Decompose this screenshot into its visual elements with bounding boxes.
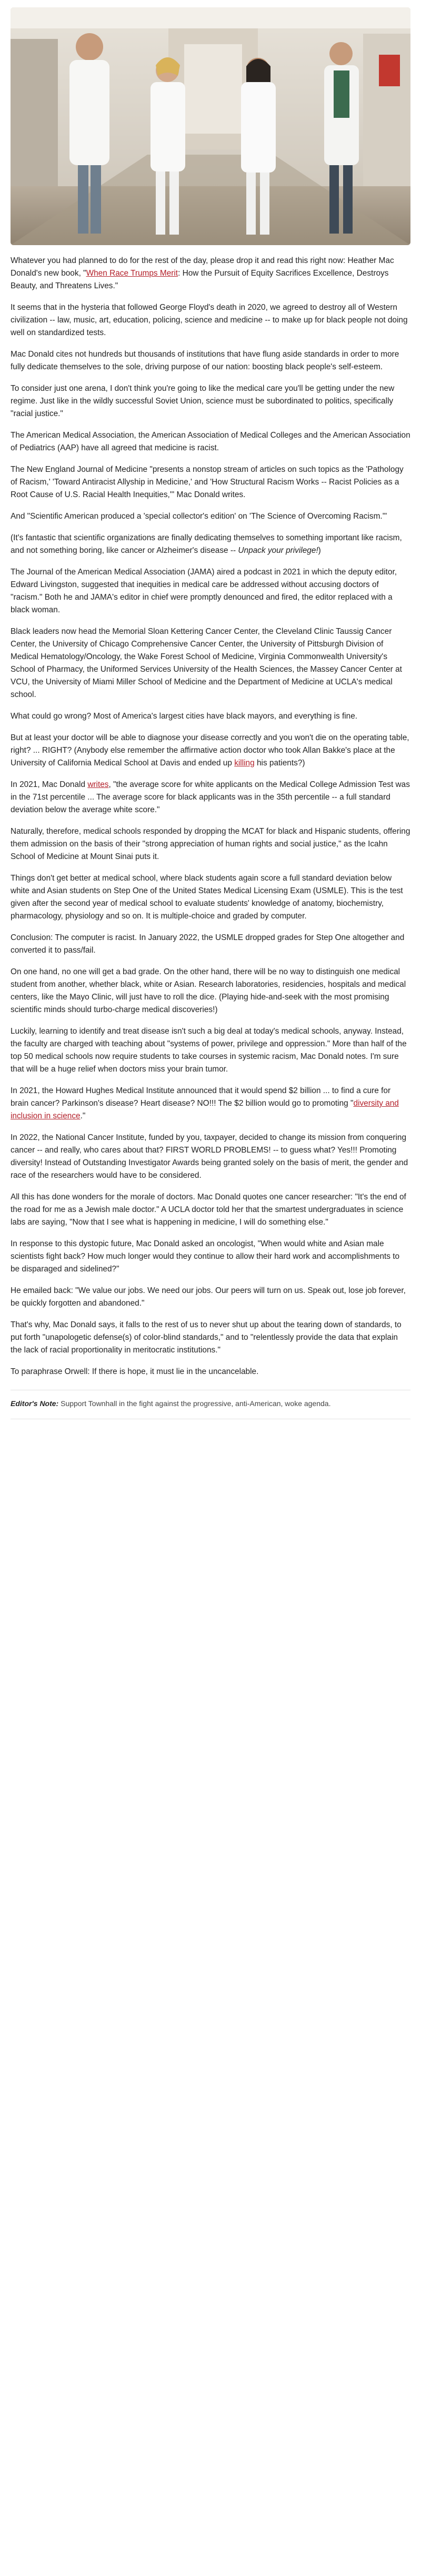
paragraph-text: Whatever you had planned to do for the rest of the day, please drop it and read this right now: Heather Mac Donald's new book, "	[11, 256, 394, 278]
article-paragraph	[11, 1319, 410, 1357]
hero-photo	[11, 7, 410, 245]
editors-note-text: Support Townhall in the fight against the progressive, anti-American, woke agenda.	[58, 1399, 331, 1408]
paragraph-text: In 2021, Mac Donald	[11, 780, 88, 789]
article	[11, 0, 410, 1419]
paragraph-text: Naturally, therefore, medical schools responded by dropping the MCAT for black and Hispanic students, offering them admission on the basis of their "strong appreciation of human rights and social justice," as the Icahn School of Medicine at Mount Sinai puts it.	[11, 827, 410, 861]
paragraph-text: In 2021, the Howard Hughes Medical Institute announced that it would spend $2 billion ... to find a cure for brain cancer? Parkinson's disease? Heart disease? NO!!! The $2 billion would go to promoting "	[11, 1086, 391, 1108]
paragraph-text: What could go wrong? Most of America's largest cities have black mayors, and everything is fine.	[11, 712, 358, 721]
article-paragraph	[11, 510, 410, 523]
paragraph-text: )	[318, 546, 321, 555]
article-paragraph	[11, 566, 410, 617]
article-paragraph	[11, 1191, 410, 1229]
article-paragraph	[11, 1366, 410, 1378]
paragraph-text: And "Scientific American produced a 'special collector's edition' on 'The Science of Overcoming Racism.'"	[11, 512, 387, 521]
article-paragraph	[11, 429, 410, 454]
editors-note	[11, 1390, 410, 1419]
emphasis-text: Unpack your privilege!	[238, 546, 318, 555]
paragraph-text: ."	[80, 1112, 86, 1120]
article-paragraph	[11, 1085, 410, 1123]
paragraph-text: In response to this dystopic future, Mac Donald asked an oncologist, "When would white and Asian male scientists fight back? How much longer would they continue to allow their hard work and accomplishments to be disparaged and sidelined?"	[11, 1239, 400, 1274]
paragraph-text: That's why, Mac Donald says, it falls to the rest of us to never shut up about the tearing down of standards, to put forth "unapologetic defense(s) of color-blind standards," and to "relentlessly provide the data that explain the lack of racial proportionality in meritocratic institutions."	[11, 1320, 402, 1355]
editors-note-label: Editor's Note:	[11, 1399, 59, 1408]
paragraph-text: On one hand, no one will get a bad grade. On the other hand, there will be no way to distinguish one medical student from another, whether black, white or Asian. Research laboratories, residencies, hospitals and medical centers, like the Mayo Clinic, will just have to roll the dice. (Playing hide-and-seek with the most promising scientific minds should turbo-charge medical discoveries!)	[11, 967, 406, 1014]
paragraph-text: But at least your doctor will be able to diagnose your disease correctly and you won't die on the operating table, right? ... RIGHT? (Anybody else remember the affirmative action doctor who took Allan Bakke's place at the University of California Medical School at Davis and ended up	[11, 733, 409, 767]
inline-link[interactable]: When Race Trumps Merit	[86, 269, 178, 278]
article-paragraph	[11, 872, 410, 923]
paragraph-text: Things don't get better at medical school, where black students again score a full standard deviation below white and Asian students on Step One of the United States Medical Licensing Exam (USMLE). This is the test given after the second year of medical school to evaluate students' knowledge of anatomy, biochemistry, pharmacology, physiology and so on. It is multiple-choice and graded by computer.	[11, 874, 403, 921]
paragraph-text: In 2022, the National Cancer Institute, funded by you, taxpayer, decided to change its mission from conquering cancer -- and really, who cares about that? FIRST WORLD PROBLEMS! -- to guess what? Yes!!! Promoting diversity! Instead of Outstanding Investigator Awards being granted solely on the basis of merit, the gender and race of the researchers would have to be considered.	[11, 1133, 408, 1180]
paragraph-text: Black leaders now head the Memorial Sloan Kettering Cancer Center, the Cleveland Clinic Taussig Cancer Center, the University of Chicago Comprehensive Cancer Center, the University of Pittsburgh Division of Medical Hematology/Oncology, the Wake Forest School of Medicine, Virginia Commonwealth University's School of Pharmacy, the Uniformed Services University of the Health Sciences, the Massey Cancer Center at VCU, the University of Miami Miller School of Medicine and the Department of Medicine at UCLA's medical school.	[11, 627, 402, 699]
article-paragraph	[11, 625, 410, 701]
paragraph-text: Luckily, learning to identify and treat disease isn't such a big deal at today's medical schools, anyway. Instead, the faculty are charged with teaching about "systems of power, privilege and oppression." More than half of the top 50 medical schools now require students to take courses in systemic racism, Mac Donald notes. I'm sure that will be a huge relief when doctors miss your brain tumor.	[11, 1027, 407, 1074]
article-body	[11, 255, 410, 1378]
paragraph-text: Mac Donald cites not hundreds but thousands of institutions that have flung aside standards in order to more fully dedicate themselves to the sole, driving purpose of our nation: boosting black people's self-esteem.	[11, 350, 399, 371]
inline-link[interactable]: diversity and inclusion in science	[11, 1099, 399, 1120]
paragraph-text: He emailed back: "We value our jobs. We need our jobs. Our peers will turn on us. Speak out, lose job forever, be quickly forgotten and abandoned."	[11, 1286, 406, 1308]
paragraph-text: : How the Pursuit of Equity Sacrifices Excellence, Destroys Beauty, and Threatens Lives."	[11, 269, 389, 290]
article-paragraph	[11, 348, 410, 373]
article-paragraph	[11, 966, 410, 1016]
article-paragraph	[11, 732, 410, 770]
paragraph-text: , "the average score for white applicants on the Medical College Admission Test was in the 71st percentile ... The average score for black applicants was in the 35th percentile -- a full standard deviation below the average white score."	[11, 780, 410, 814]
article-paragraph	[11, 779, 410, 816]
article-paragraph	[11, 1132, 410, 1182]
article-paragraph	[11, 1285, 410, 1310]
paragraph-text: To consider just one arena, I don't think you're going to like the medical care you'll be getting under the new regime. Just like in the wildly successful Soviet Union, science must be subordinated to politics, specifically "racial justice."	[11, 384, 395, 418]
hospital-hallway-illustration	[11, 7, 410, 245]
article-paragraph	[11, 463, 410, 501]
paragraph-text: Conclusion: The computer is racist. In January 2022, the USMLE dropped grades for Step One altogether and converted it to pass/fail.	[11, 933, 405, 955]
article-paragraph	[11, 1238, 410, 1276]
inline-link[interactable]: writes	[87, 780, 109, 789]
paragraph-text: his patients?)	[254, 759, 305, 767]
article-paragraph	[11, 1025, 410, 1076]
article-paragraph	[11, 710, 410, 723]
article-paragraph	[11, 932, 410, 957]
article-paragraph	[11, 301, 410, 339]
article-paragraph	[11, 825, 410, 863]
paragraph-text: The American Medical Association, the American Association of Medical Colleges and the American Association of Pediatrics (AAP) have all agreed that medicine is racist.	[11, 431, 410, 452]
paragraph-text: The New England Journal of Medicine "presents a nonstop stream of articles on such topics as the 'Pathology of Racism,' 'Toward Antiracist Allyship in Medicine,' and 'How Structural Racism Works -- Racist Policies as a Root Cause of U.S. Racial Health Inequities,'" Mac Donald writes.	[11, 465, 404, 499]
article-paragraph	[11, 255, 410, 292]
article-paragraph	[11, 382, 410, 420]
paragraph-text: (It's fantastic that scientific organizations are finally dedicating themselves to something important like racism, and not something boring, like cancer or Alzheimer's disease --	[11, 533, 402, 555]
paragraph-text: All this has done wonders for the morale of doctors. Mac Donald quotes one cancer researcher: "It's the end of the road for me as a Jewish male doctor." A UCLA doctor told her that the smartest undergraduates in science labs are saying, "Now that I see what is happening in medicine, I will do something else."	[11, 1193, 406, 1227]
inline-link[interactable]: killing	[234, 759, 255, 767]
paragraph-text: It seems that in the hysteria that followed George Floyd's death in 2020, we agreed to destroy all of Western civilization -- law, music, art, education, policing, science and medicine -- to make up for black people not doing well on standardized tests.	[11, 303, 408, 337]
article-paragraph	[11, 532, 410, 557]
paragraph-text: To paraphrase Orwell: If there is hope, it must lie in the uncancelable.	[11, 1367, 259, 1376]
paragraph-text: The Journal of the American Medical Association (JAMA) aired a podcast in 2021 in which the deputy editor, Edward Livingston, suggested that inequities in medical care be addressed without accusing doctors of "racism." Both he and JAMA's editor in chief were promptly denounced and fired, the editor replaced with a black woman.	[11, 568, 397, 614]
